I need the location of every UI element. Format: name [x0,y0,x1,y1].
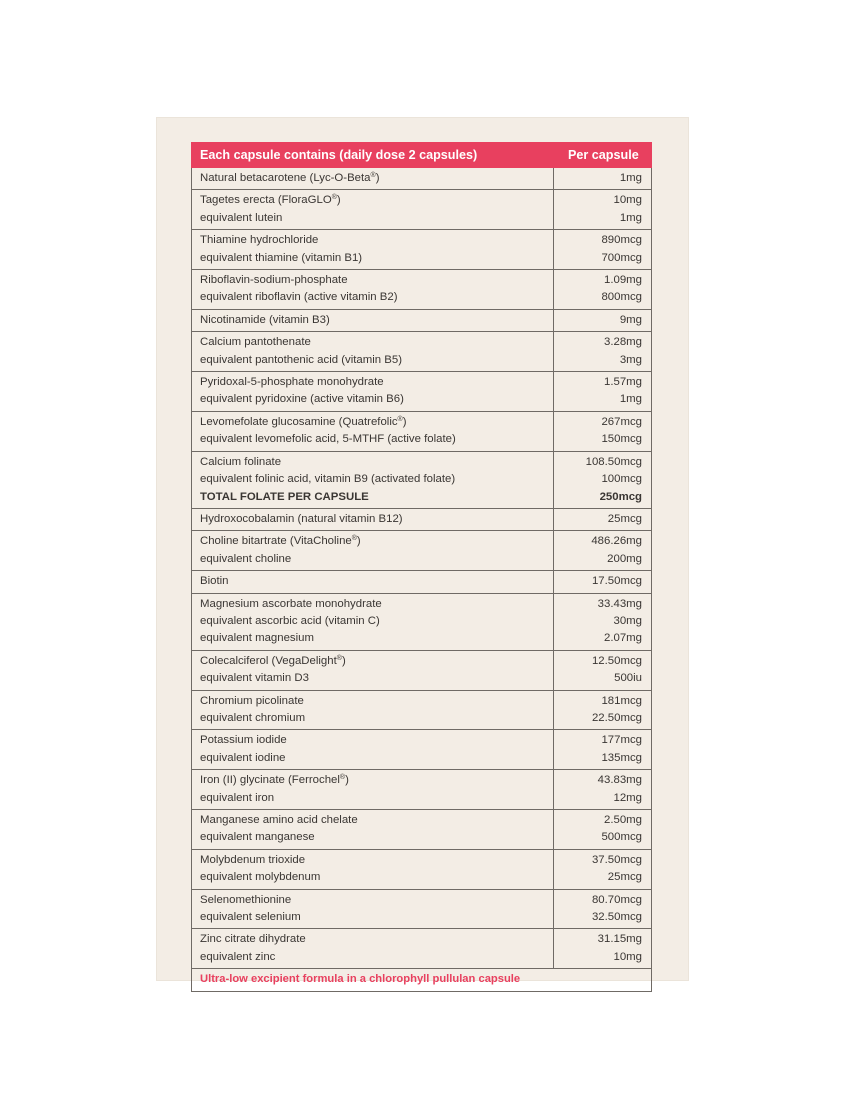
ingredient-name [200,852,545,869]
ingredient-cell [192,332,554,372]
ingredient-name [200,573,545,590]
ingredient-text-suffix: ) [341,654,346,667]
ingredient-name [200,414,545,431]
amount-value: 30mg [613,614,642,627]
ingredient-text: Potassium iodide [200,734,287,747]
table-row [192,270,652,310]
ingredient-text-suffix: ) [375,172,380,184]
ingredient-cell [192,230,554,270]
registered-mark: ® [397,415,403,423]
table-row [192,571,652,593]
ingredient-text: equivalent vitamin D3 [200,672,309,685]
amount-value: 1mg [619,393,642,406]
amount-value: 9mg [619,313,642,326]
ingredient-text: equivalent lutein [200,211,283,224]
ingredient-name [200,232,545,249]
ingredient-cell [192,190,554,230]
footer-row [192,969,652,991]
table-row [192,332,652,372]
ingredient-name [200,710,545,727]
ingredient-text: Selenomethionine [200,893,292,906]
ingredient-text: Biotin [200,575,229,588]
ingredient-cell [192,571,554,593]
ingredient-name [200,511,545,528]
amount-value: 100mcg [601,473,642,486]
ingredient-name [200,732,545,749]
amount-value: 2.50mg [604,814,642,826]
ingredient-text: equivalent magnesium [200,632,314,645]
table-row [192,593,652,650]
ingredient-text: equivalent choline [200,552,292,565]
amount-cell [554,372,652,412]
ingredient-name [200,596,545,613]
ingredient-name [200,289,545,306]
amount-value: 135mcg [601,751,642,764]
amount-value: 800mcg [601,291,642,304]
registered-mark: ® [331,194,337,202]
ingredient-text: Nicotinamide (vitamin B3) [200,313,330,326]
ingredient-cell [192,309,554,331]
amount-value: 31.15mg [597,933,642,946]
ingredient-name [200,489,545,506]
ingredient-name [200,829,545,846]
ingredient-name [200,250,545,267]
ingredient-text-suffix: ) [402,415,407,428]
amount-cell [554,190,652,230]
amount-cell [554,593,652,650]
ingredient-name [200,391,545,408]
registered-mark: ® [370,172,376,179]
table-header-row [192,143,652,168]
ingredient-name [200,653,545,670]
ingredient-cell [192,770,554,810]
amount-value: 890mcg [601,234,642,247]
table-row [192,730,652,770]
ingredient-cell [192,168,554,190]
ingredient-name [200,750,545,767]
amount-value: 25mcg [607,871,642,884]
table-row [192,849,652,889]
amount-value: 12mg [613,791,642,804]
ingredient-name [200,471,545,488]
ingredient-name [200,431,545,448]
ingredient-cell [192,690,554,730]
ingredient-name [200,312,545,329]
amount-cell [554,849,652,889]
ingredient-cell [192,411,554,451]
amount-value: 1.09mg [604,274,642,287]
ingredient-text: Natural betacarotene (Lyc-O-Beta [200,172,371,184]
ingredient-text: Levomefolate glucosamine (Quatrefolic [200,415,398,428]
ingredient-text: equivalent ascorbic acid (vitamin C) [200,614,380,627]
ingredient-name [200,670,545,687]
amount-cell [554,451,652,508]
amount-cell [554,332,652,372]
ingredient-rows [192,168,652,969]
ingredient-text: Zinc citrate dihydrate [200,933,306,946]
ingredient-text: equivalent iron [200,791,275,804]
table-row [192,810,652,850]
amount-value: 486.26mg [591,535,642,548]
ingredient-text: Calcium folinate [200,455,282,468]
table-row [192,168,652,190]
table-row [192,508,652,530]
ingredient-column-header: Each capsule contains (daily dose 2 capsules) [192,143,554,168]
ingredient-name [200,210,545,227]
ingredient-name [200,772,545,789]
ingredient-cell [192,889,554,929]
ingredient-text: equivalent thiamine (vitamin B1) [200,251,363,264]
ingredient-name [200,454,545,471]
amount-value: 22.50mcg [591,711,642,724]
table-row [192,889,652,929]
ingredient-text: equivalent levomefolic acid, 5-MTHF (active folate) [200,433,456,446]
ingredient-cell [192,270,554,310]
ingredient-text-suffix: ) [336,194,341,207]
ingredient-name [200,334,545,351]
ingredient-name [200,630,545,647]
ingredient-cell [192,810,554,850]
ingredient-name [200,551,545,568]
ingredient-name [200,170,545,187]
amount-cell [554,730,652,770]
ingredient-name [200,272,545,289]
amount-value: 108.50mcg [585,455,642,468]
table-row [192,929,652,969]
ingredient-name [200,892,545,909]
ingredient-text: equivalent molybdenum [200,871,321,884]
table-row [192,411,652,451]
ingredient-cell [192,650,554,690]
ingredient-name [200,693,545,710]
ingredient-text: Thiamine hydrochloride [200,234,319,247]
amount-cell [554,168,652,190]
table-row [192,309,652,331]
amount-value: 250mcg [599,490,642,503]
ingredient-cell [192,593,554,650]
table-row [192,690,652,730]
ingredient-text: Riboflavin-sodium-phosphate [200,274,348,287]
amount-value: 25mcg [607,512,642,525]
amount-value: 181mcg [601,694,642,707]
table-row [192,770,652,810]
amount-value: 10mg [613,950,642,963]
footer-note: Ultra-low excipient formula in a chlorophyll pullulan capsule [192,969,652,991]
ingredient-name [200,374,545,391]
supplement-facts-table [191,142,652,992]
amount-cell [554,270,652,310]
ingredient-text: Hydroxocobalamin (natural vitamin B12) [200,512,403,525]
ingredient-cell [192,508,554,530]
ingredient-cell [192,929,554,969]
table-row [192,650,652,690]
amount-value: 3mg [619,353,642,366]
amount-value: 267mcg [601,415,642,428]
ingredient-name [200,352,545,369]
ingredient-name [200,949,545,966]
amount-value: 1mg [619,211,642,224]
table-row [192,372,652,412]
table-row [192,451,652,508]
amount-value: 3.28mg [604,336,642,349]
ingredient-cell [192,451,554,508]
amount-value: 33.43mg [597,597,642,610]
ingredient-text: equivalent iodine [200,751,286,764]
ingredient-text: Choline bitartrate (VitaCholine [200,535,352,548]
amount-value: 200mg [607,552,642,565]
amount-value: 500iu [614,672,642,685]
ingredient-text: equivalent zinc [200,950,276,963]
ingredient-name [200,533,545,550]
amount-cell [554,690,652,730]
ingredient-cell [192,372,554,412]
amount-cell [554,531,652,571]
amount-cell [554,309,652,331]
amount-value: 1.57mg [604,376,642,389]
ingredient-cell [192,531,554,571]
ingredient-cell [192,849,554,889]
ingredient-text: TOTAL FOLATE PER CAPSULE [200,490,369,503]
amount-value: 150mcg [601,433,642,446]
ingredient-text-suffix: ) [345,774,349,787]
registered-mark: ® [336,654,342,662]
ingredient-cell [192,730,554,770]
registered-mark: ® [351,535,357,543]
amount-cell [554,770,652,810]
ingredient-name [200,812,545,829]
ingredient-text: Chromium picolinate [200,694,304,707]
amount-value: 37.50mcg [591,853,642,866]
ingredient-text: Colecalciferol (VegaDelight [200,654,337,667]
amount-cell [554,508,652,530]
ingredient-name [200,613,545,630]
ingredient-text: Tagetes erecta (FloraGLO [200,194,332,207]
ingredient-name [200,790,545,807]
amount-value: 700mcg [601,251,642,264]
table-row [192,190,652,230]
ingredient-text: Iron (II) glycinate (Ferrochel [200,774,340,787]
ingredient-text: equivalent chromium [200,711,306,724]
amount-value: 1mg [619,172,642,184]
amount-value: 500mcg [601,831,642,844]
amount-value: 80.70mcg [591,893,642,906]
ingredient-text: Magnesium ascorbate monohydrate [200,597,382,610]
amount-value: 177mcg [601,734,642,747]
amount-cell [554,889,652,929]
ingredient-name [200,909,545,926]
amount-cell [554,571,652,593]
amount-value: 17.50mcg [591,575,642,588]
ingredient-text: equivalent folinic acid, vitamin B9 (activated folate) [200,473,456,486]
amount-cell [554,230,652,270]
ingredient-text: equivalent pyridoxine (active vitamin B6) [200,393,404,406]
amount-value: 10mg [613,194,642,207]
amount-cell [554,929,652,969]
amount-value: 2.07mg [604,632,642,645]
amount-value: 12.50mcg [591,654,642,667]
table-row [192,230,652,270]
ingredient-name [200,931,545,948]
ingredient-text: equivalent pantothenic acid (vitamin B5) [200,353,402,366]
ingredient-text: Manganese amino acid chelate [200,814,358,826]
ingredient-text: Pyridoxal-5-phosphate monohydrate [200,376,384,389]
amount-cell [554,810,652,850]
ingredient-text-suffix: ) [356,535,361,548]
ingredient-name [200,869,545,886]
ingredient-text: Calcium pantothenate [200,336,311,349]
amount-cell [554,650,652,690]
ingredient-text: equivalent manganese [200,831,315,844]
table-row [192,531,652,571]
ingredient-text: Molybdenum trioxide [200,853,306,866]
ingredient-text: equivalent selenium [200,911,301,924]
amount-value: 32.50mcg [591,911,642,924]
registered-mark: ® [339,774,346,782]
amount-value: 43.83mg [597,774,642,787]
amount-cell [554,411,652,451]
ingredient-name [200,192,545,209]
ingredient-text: equivalent riboflavin (active vitamin B2) [200,291,398,304]
amount-column-header: Per capsule [554,143,652,168]
